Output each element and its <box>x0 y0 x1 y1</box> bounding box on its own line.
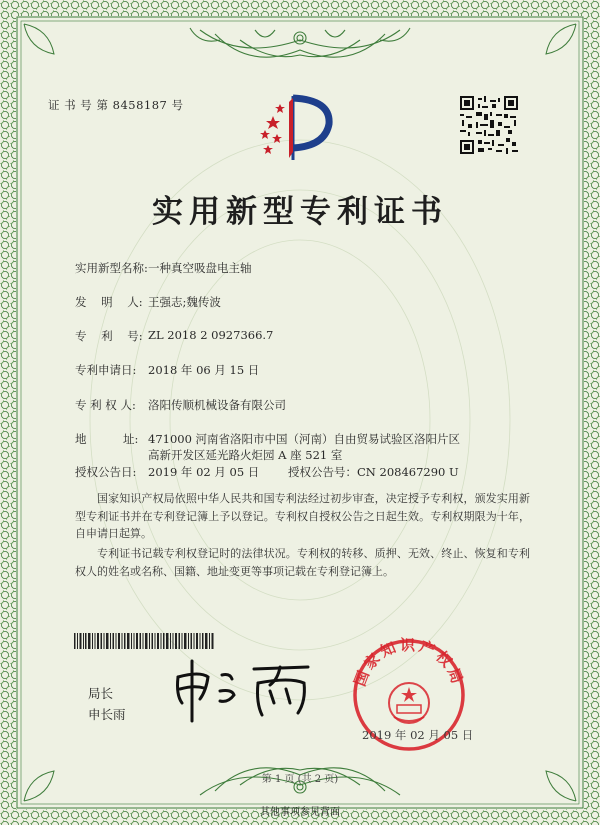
field-value: 2019 年 02 月 05 日 <box>148 465 260 479</box>
field-label: 专利申请日: <box>75 363 137 377</box>
field-value: 王强志;魏传波 <box>148 295 221 309</box>
signature-name: 申长雨 <box>88 707 126 722</box>
signature-title: 局长 <box>88 686 114 701</box>
field-value: 2018 年 06 月 15 日 <box>148 363 260 377</box>
field-label: 专 利 号: <box>75 329 143 343</box>
field-label: 地 址: <box>75 432 139 446</box>
paragraph-grant: 国家知识产权局依照中华人民共和国专利法经过初步审查，决定授予专利权，颁发实用新型专利证书并在专利登记簿上予以登记。专利权自授权公告之日起生效。专利权期限为十年，自申请日起算。 <box>75 492 530 540</box>
field-inventor <box>75 294 221 310</box>
field-value: 洛阳传顺机械设备有限公司 <box>148 398 286 412</box>
field-patent-number <box>75 328 274 344</box>
field-value: ZL 2018 2 0927366.7 <box>148 328 274 342</box>
svg-text:国家知识产权局: 国家知识产权局 <box>350 636 468 689</box>
seal-date: 2019 年 02 月 05 日 <box>362 728 474 742</box>
field-utility-model-name <box>75 260 252 276</box>
field-label: 授权公告日: <box>75 465 137 479</box>
certificate-title: 实用新型专利证书 <box>152 194 448 230</box>
field-value: 一种真空吸盘电主轴 <box>148 261 252 275</box>
field-value: 471000 河南省洛阳市中国（河南）自由贸易试验区洛阳片区高新开发区延光路火炬园 A 座 521 室 <box>148 432 461 462</box>
barcode <box>74 633 214 649</box>
certificate-number: 证 书 号 第 8458187 号 <box>48 98 184 112</box>
handwritten-signature <box>170 655 320 725</box>
paragraph-legal-status: 专利证书记载专利权登记时的法律状况。专利权的转移、质押、无效、终止、恢复和专利权人的姓名或名称、国籍、地址变更等事项记载在专利登记簿上。 <box>75 547 530 578</box>
field-application-date <box>75 362 260 378</box>
field-label: 发 明 人: <box>75 295 143 309</box>
cnipa-logo <box>253 88 333 168</box>
field-label: 专 利 权 人: <box>75 398 136 412</box>
back-note: 其他事项参见背面 <box>260 807 340 818</box>
field-grant-date <box>75 464 260 480</box>
field-address <box>75 431 461 462</box>
page-indicator: 第 1 页 (共 2 页) <box>261 774 339 785</box>
qr-code <box>460 96 518 154</box>
field-patentee <box>75 397 286 413</box>
field-label: 实用新型名称: <box>75 261 148 275</box>
grant-publication-number: 授权公告号：CN 208467290 U <box>288 465 459 479</box>
